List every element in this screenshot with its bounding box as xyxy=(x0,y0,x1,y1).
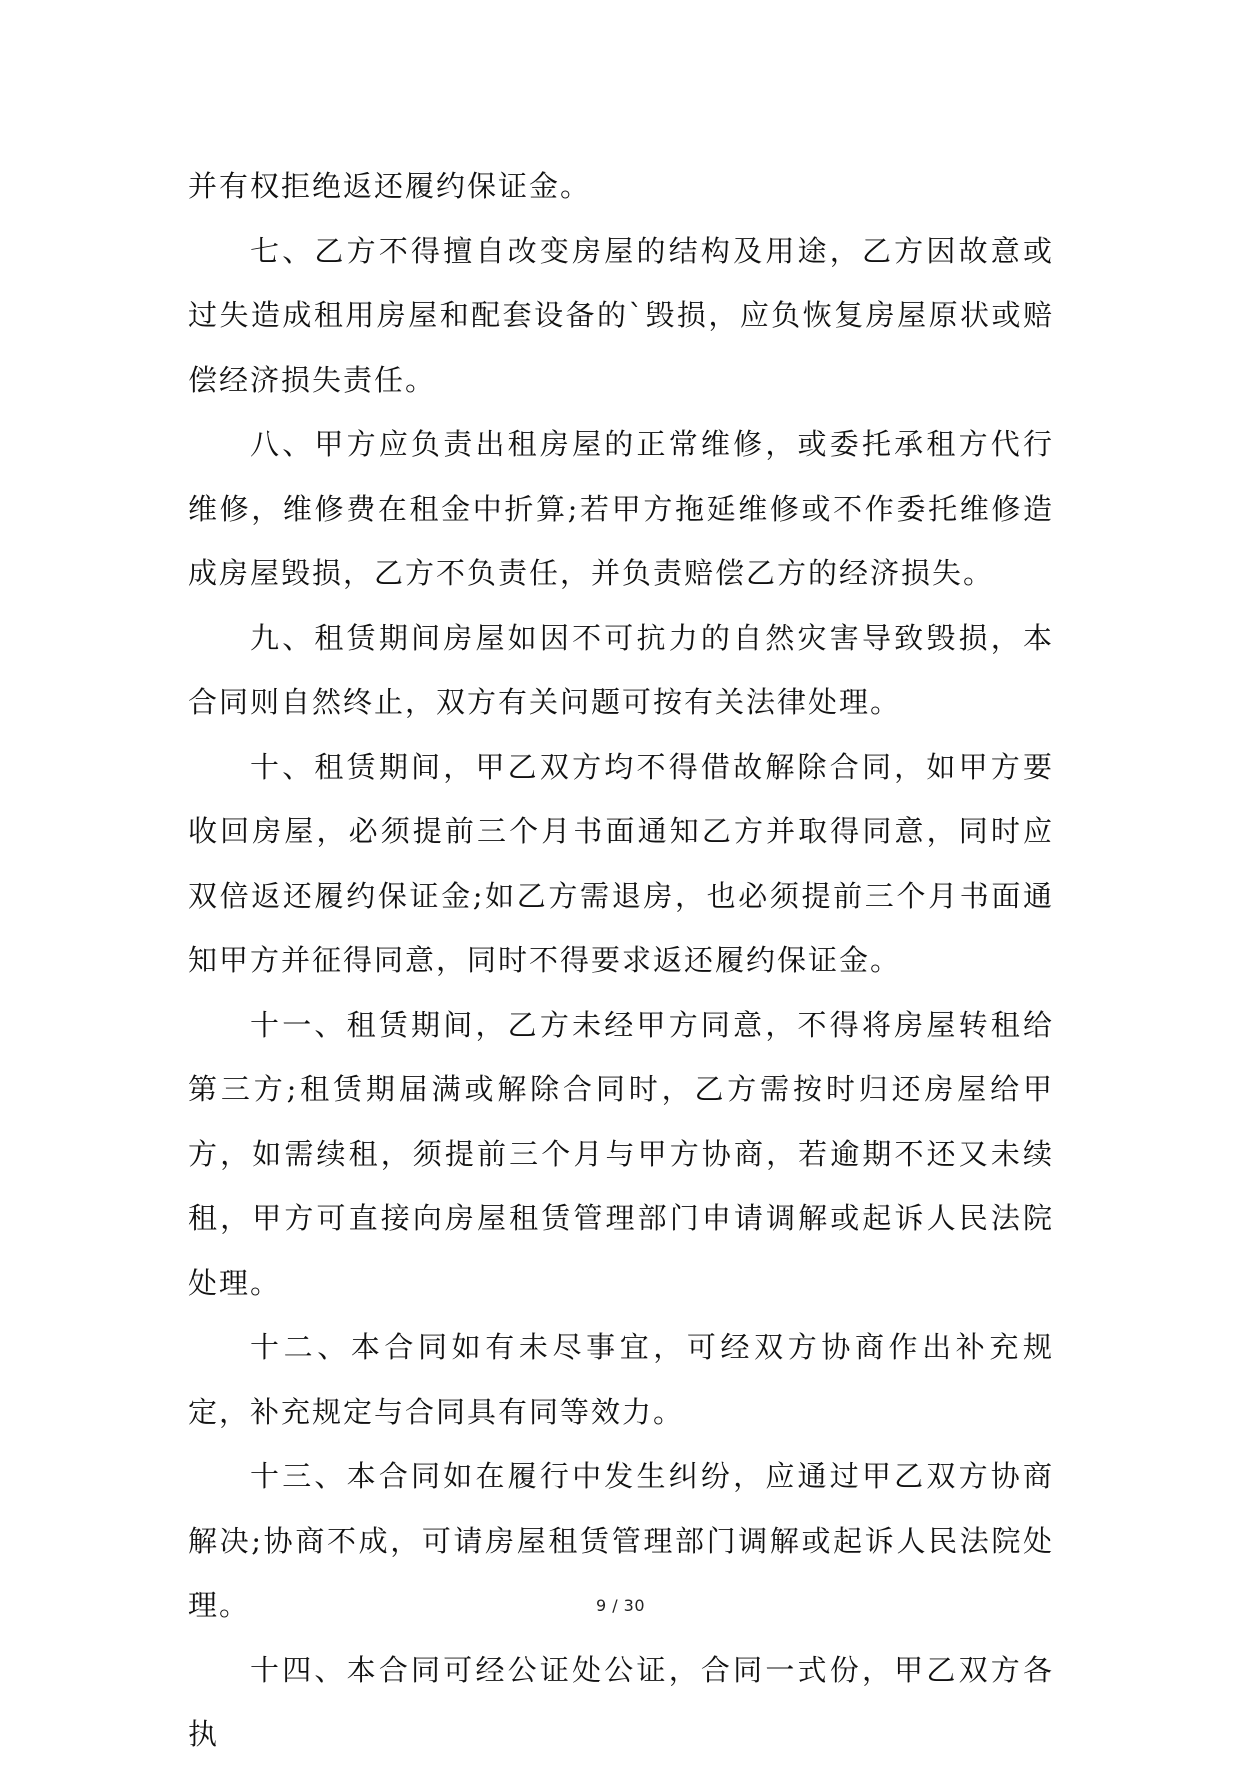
page-number: 9 / 30 xyxy=(595,1596,646,1615)
contract-body xyxy=(188,154,1054,1767)
paragraph-continuation: 并有权拒绝返还履约保证金。 xyxy=(188,169,592,203)
clause-10: 十、租赁期间，甲乙双方均不得借故解除合同，如甲方要收回房屋，必须提前三个月书面通知乙方并取得同意，同时应双倍返还履约保证金;如乙方需退房，也必须提前三个月书面通知甲方并征得同意，同时不得要求返还履约保证金。 xyxy=(188,749,1054,977)
clause-7: 七、乙方不得擅自改变房屋的结构及用途，乙方因故意或过失造成租用房屋和配套设备的`毁损，应负恢复房屋原状或赔偿经济损失责任。 xyxy=(188,233,1054,397)
clause-14: 十四、本合同可经公证处公证，合同一式份，甲乙双方各执 xyxy=(188,1652,1054,1751)
clause-13: 十三、本合同如在履行中发生纠纷，应通过甲乙双方协商解决;协商不成，可请房屋租赁管理部门调解或起诉人民法院处理。 xyxy=(188,1459,1054,1622)
clause-12: 十二、本合同如有未尽事宜，可经双方协商作出补充规定，补充规定与合同具有同等效力。 xyxy=(188,1330,1054,1429)
clause-8: 八、甲方应负责出租房屋的正常维修，或委托承租方代行维修，维修费在租金中折算;若甲方拖延维修或不作委托维修造成房屋毁损，乙方不负责任，并负责赔偿乙方的经济损失。 xyxy=(188,427,1054,590)
clause-9: 九、租赁期间房屋如因不可抗力的自然灾害导致毁损，本合同则自然终止，双方有关问题可按有关法律处理。 xyxy=(188,620,1054,719)
clause-11: 十一、租赁期间，乙方未经甲方同意，不得将房屋转租给第三方;租赁期届满或解除合同时，乙方需按时归还房屋给甲方，如需续租，须提前三个月与甲方协商，若逾期不还又未续租，甲方可直接向房屋租赁管理部门申请调解或起诉人民法院处理。 xyxy=(188,1007,1054,1300)
